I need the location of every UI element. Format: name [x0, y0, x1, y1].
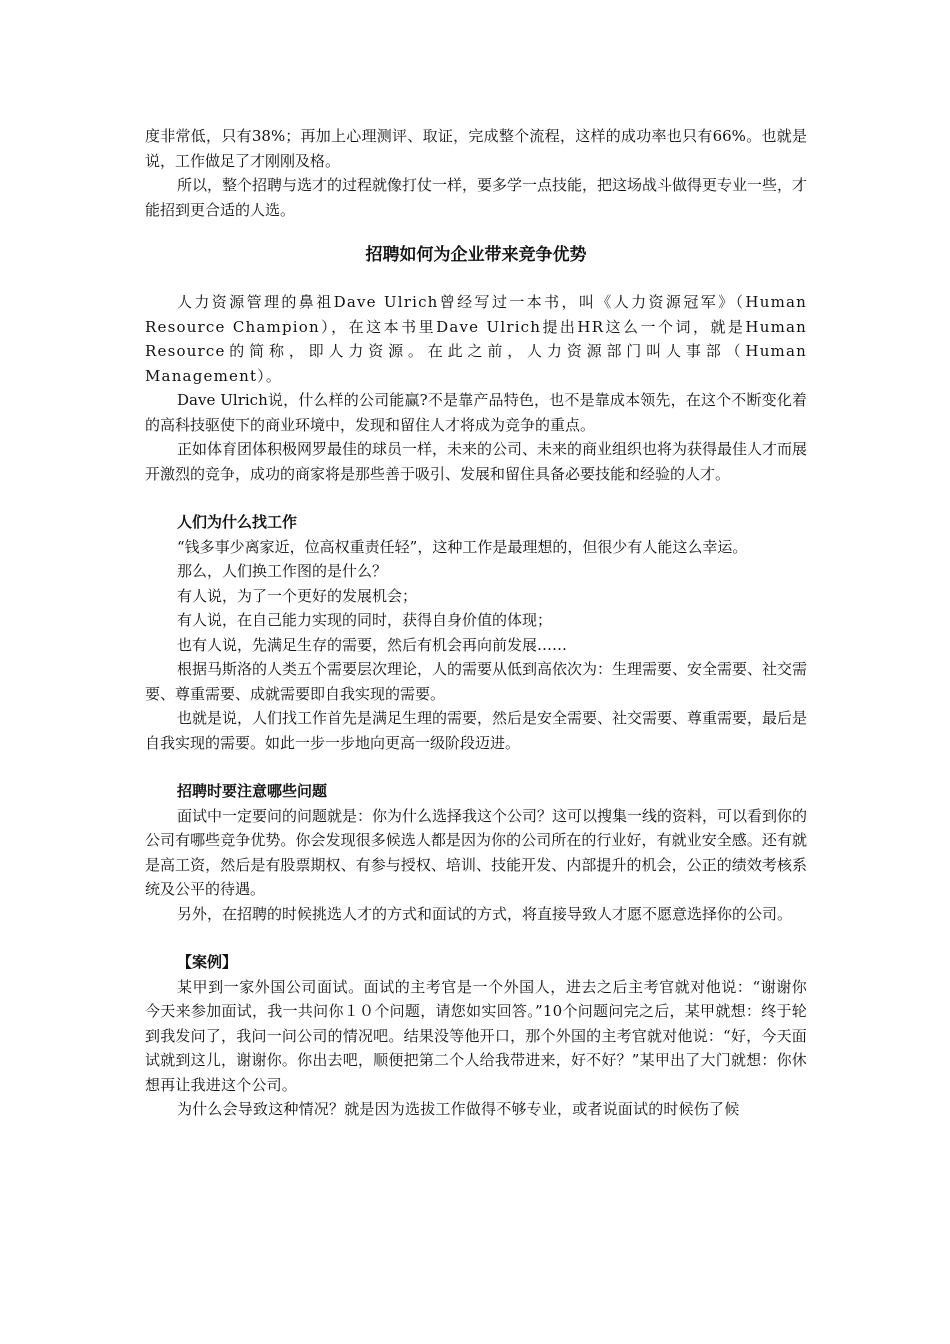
- case-paragraph-1: 某甲到一家外国公司面试。面试的主考官是一个外国人，进去之后主考官就对他说：“谢谢你今天来参加面试，我一共问你１０个问题，请您如实回答。”10个问题问完之后，某甲就想：终于轮到我发问了，我问一问公司的情况吧。结果没等他开口，那个外国的主考官就对他说：“好，今天面试就到这儿，谢谢你。你出去吧，顺便把第二个人给我带进来，好不好？”某甲出了大门就想：你休想再让我进这个公司。: [145, 977, 807, 1094]
- why-work-paragraph-7: 也就是说，人们找工作首先是满足生理的需要，然后是安全需要、社交需要、尊重需要，最后是自我实现的需要。如此一步一步地向更高一级阶段迈进。: [145, 709, 808, 752]
- why-work-paragraph-4: 有人说，在自己能力实现的同时，获得自身价值的体现；: [177, 611, 553, 629]
- why-work-paragraph-1: “钱多事少离家近，位高权重责任轻”，这种工作是最理想的，但很少有人能这么幸运。: [177, 537, 748, 556]
- why-work-heading: 人们为什么找工作: [177, 513, 298, 531]
- why-work-paragraph-6: 根据马斯洛的人类五个需要层次理论，人的需要从低到高依次为：生理需要、安全需要、社交需要、尊重需要、成就需要即自我实现的需要。: [145, 660, 808, 703]
- case-paragraph-2: 为什么会导致这种情况？就是因为选拔工作做得不够专业，或者说面试的时候伤了候: [177, 1100, 740, 1118]
- section-paragraph-2: Dave Ulrich说，什么样的公司能赢?不是靠产品特色，也不是靠成本领先，在这个不断变化着的高科技驱使下的商业环境中，发现和留住人才将成为竞争的重点。: [145, 391, 807, 434]
- section-paragraph-3: 正如体育团体积极网罗最佳的球员一样，未来的公司、未来的商业组织也将为获得最佳人才而展开激烈的竞争，成功的商家将是那些善于吸引、发展和留住具备必要技能和经验的人才。: [145, 440, 808, 483]
- intro-paragraph-1: 度非常低，只有38%；再加上心理测评、取证，完成整个流程，这样的成功率也只有66%。也就是说，工作做足了才刚刚及格。: [145, 127, 807, 170]
- intro-paragraph-2: 所以，整个招聘与选才的过程就像打仗一样，要多学一点技能，把这场战斗做得更专业一些，才能招到更合适的人选。: [145, 176, 808, 219]
- case-heading: 【案例】: [177, 953, 238, 971]
- why-work-paragraph-3: 有人说，为了一个更好的发展机会；: [177, 586, 418, 605]
- section-paragraph-1: 人力资源管理的鼻祖Dave Ulrich曾经写过一本书，叫《人力资源冠军》（Human Resource Champion），在这本书里Dave Ulrich提出HR这么一个词，就是Human Resource的简称，即人力资源。在此之前，人力资源部门叫人事部（Human Management）。: [145, 293, 807, 385]
- case-block: [145, 950, 807, 1122]
- attention-paragraph-1: 面试中一定要问的问题就是：你为什么选择我这个公司？这可以搜集一线的资料，可以看到你的公司有哪些竞争优势。你会发现很多候选人都是因为你的公司所在的行业好，有就业安全感。还有就是高工资，然后是有股票期权、有参与授权、培训、技能开发、内部提升的机会，公正的绩效考核系统及公平的待遇。: [145, 806, 808, 898]
- section-title: 招聘如何为企业带来竞争优势: [365, 245, 587, 265]
- attention-paragraph-2: 另外，在招聘的时候挑选人才的方式和面试的方式，将直接导致人才愿不愿意选择你的公司。: [177, 904, 793, 923]
- why-work-paragraph-2: 那么，人们换工作图的是什么？: [177, 562, 388, 580]
- why-work-paragraph-5: 也有人说，先满足生存的需要，然后有机会再向前发展……: [177, 635, 568, 654]
- attention-heading: 招聘时要注意哪些问题: [177, 782, 328, 800]
- document-body: [145, 124, 807, 1122]
